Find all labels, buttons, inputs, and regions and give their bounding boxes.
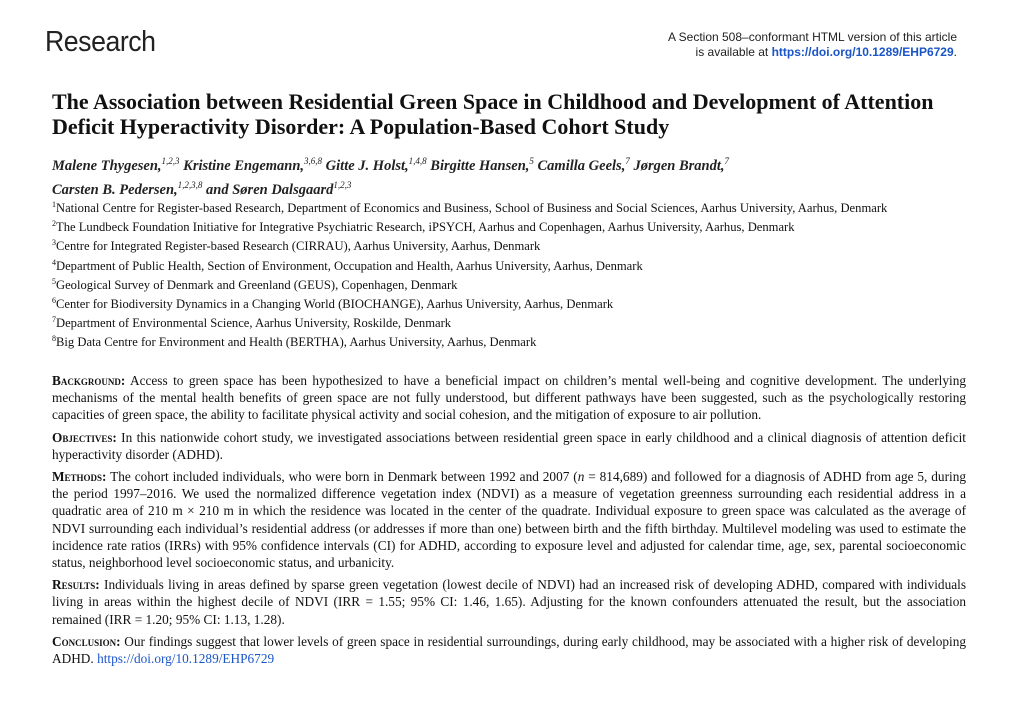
section-heading: Results: — [52, 577, 100, 593]
affiliation-list — [52, 197, 952, 351]
author: Carsten B. Pedersen,$^{1,2,3,8}$ — [52, 179, 203, 198]
notice-line-1: A Section 508–conformant HTML version of this article — [667, 30, 957, 44]
abstract — [52, 372, 966, 672]
affiliation: $^6$Center for Biodiversity Dynamics in a Changing World (BIOCHANGE), Aarhus University, Aarhus, Denmark — [52, 295, 614, 312]
affiliation: $^2$The Lundbeck Foundation Initiative for Integrative Psychiatric Research, iPSYCH, Aarhus and Copenhagen, Aarhus University, Aarhus, Denmark — [52, 219, 795, 235]
abstract-methods — [52, 468, 966, 571]
section-heading: Conclusion: — [52, 633, 121, 649]
section-text: Our findings suggest that lower levels of green space in residential surroundings, during early childhood, may be associated with a higher risk of developing ADHD. — [52, 633, 966, 667]
section-heading: Methods: — [52, 469, 107, 485]
section-heading: Background: — [52, 373, 126, 388]
section-text: = 814,689) and followed for a diagnosis of ADHD from age 5, during the period 1997–2016. We used the normalized difference vegetation index (NDVI) as a measure of vegetation greenness surrounding each residential address in a quadratic area of 210 m × 210 m in which the residence was located in the center of the quadrate. Individual exposure to green space was calculated as the average of NDVI surrounding each individual’s residential address (or addresses if more than one) between birth and the fifth birthday. Multilevel modeling was used to estimate the incidence rate ratios (IRRs) with 95% confidence intervals (CI) for ADHD, according to exposure level and adjusted for calendar time, age, sex, parental socioeconomic status, neighborhood level socioeconomic status, and urbanicity. — [52, 469, 966, 571]
author-list — [52, 152, 982, 200]
article-title: The Association between Residential Green Space in Childhood and Development of Attention Deficit Hyperactivity Disorder: A Population-Based Cohort Study — [52, 89, 934, 139]
section-text: Access to green space has been hypothesized to have a beneficial impact on children’s mental well-being and cognitive development. The underlying mechanisms of the mental health benefits of green space are not fully understood, but different pathways have been suggested, such as the psychologically restoring capacities of green space, the ability to facilitate physical activity and social cohesion, and the mitigation of exposure to air pollution. — [52, 373, 966, 423]
abstract-results — [52, 576, 966, 628]
author: Camilla Geels,$^7$ — [537, 156, 630, 174]
section-text: The cohort included individuals, who were born in Denmark between 1992 and 2007 ( — [110, 469, 578, 485]
affiliation: $^1$National Centre for Register-based Research, Department of Economics and Business, School of Business and Social Sciences, Aarhus University, Aarhus, Denmark — [52, 200, 888, 216]
sample-size-symbol: n — [577, 469, 585, 485]
affiliation: $^5$Geological Survey of Denmark and Greenland (GEUS), Copenhagen, Denmark — [52, 276, 458, 292]
affiliation: $^4$Department of Public Health, Section of Environment, Occupation and Health, Aarhus University, Aarhus, Denmark — [52, 257, 643, 273]
author: Jørgen Brandt,$^7$ — [633, 156, 730, 174]
section-text: In this nationwide cohort study, we investigated associations between residential green space in early childhood and a clinical diagnosis of attention deficit hyperactivity disorder (ADHD). — [52, 429, 966, 462]
notice-suffix: . — [953, 45, 957, 59]
affiliation: $^8$Big Data Centre for Environment and Health (BERTHA), Aarhus University, Aarhus, Denmark — [52, 334, 537, 350]
journal-section-label: Research — [45, 26, 156, 58]
author: Malene Thygesen,$^{1,2,3}$ — [52, 156, 180, 174]
affiliation: $^7$Department of Environmental Science, Aarhus University, Roskilde, Denmark — [52, 315, 452, 331]
author: Gitte J. Holst,$^{1,4,8}$ — [325, 156, 427, 174]
notice-line-2 — [668, 45, 957, 60]
doi-link[interactable]: https://doi.org/10.1289/EHP6729 — [97, 651, 275, 667]
html-version-notice — [668, 30, 957, 60]
section-heading: Objectives: — [52, 429, 117, 445]
abstract-background — [52, 372, 966, 424]
abstract-conclusion — [52, 633, 966, 667]
notice-prefix: is available at — [695, 45, 772, 59]
author: and Søren Dalsgaard$^{1,2,3}$ — [206, 179, 352, 198]
author: Birgitte Hansen,$^5$ — [430, 156, 534, 174]
html-version-link[interactable]: https://doi.org/10.1289/EHP6729 — [771, 45, 954, 59]
abstract-objectives — [52, 429, 966, 463]
author: Kristine Engemann,$^{3,6,8}$ — [183, 156, 323, 174]
affiliation: $^3$Centre for Integrated Register-based Research (CIRRAU), Aarhus University, Aarhus, Denmark — [52, 238, 541, 254]
section-text: Individuals living in areas defined by sparse green vegetation (lowest decile of NDVI) had an increased risk of developing ADHD, compared with individuals living in areas within the highest decile of NDVI (IRR = 1.55; 95% CI: 1.46, 1.65). Adjusting for the known confounders attenuated the result, but the association remained (IRR = 1.20; 95% CI: 1.13, 1.28). — [52, 577, 966, 627]
